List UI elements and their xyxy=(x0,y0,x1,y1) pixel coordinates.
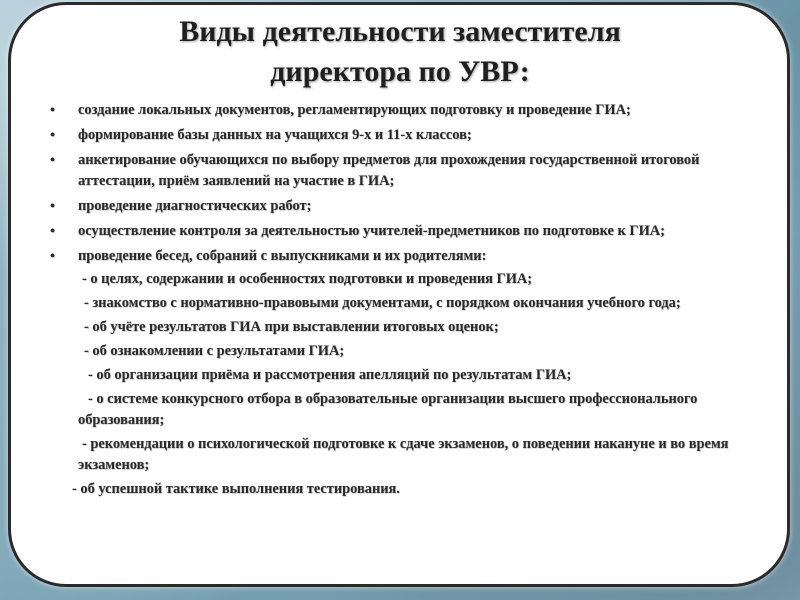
bullet-text: проведение диагностических работ; xyxy=(78,198,312,214)
bullet-item xyxy=(48,196,774,217)
sub-item-text: - об организации приёма и рассмотрения апелляций по результатам ГИА; xyxy=(88,367,572,383)
sub-item xyxy=(48,389,774,431)
bullet-text: создание локальных документов, регламентирующих подготовку и проведение ГИА; xyxy=(78,102,631,118)
slide-content xyxy=(48,100,774,503)
bullet-item xyxy=(48,100,774,121)
sub-item-text: - о системе конкурсного отбора в образовательные организации высшего профессионального образования; xyxy=(78,391,698,428)
sub-item-text: - о целях, содержании и особенностях подготовки и проведения ГИА; xyxy=(82,271,533,287)
sub-item-text: - рекомендации о психологической подготовке к сдаче экзаменов, о поведении накануне и во время экзаменов; xyxy=(78,436,729,473)
bullet-dot-icon: • xyxy=(50,103,55,118)
sub-item-text: - об учёте результатов ГИА при выставлении итоговых оценок; xyxy=(84,319,499,335)
bullet-list xyxy=(48,100,774,267)
bullet-item xyxy=(48,221,774,242)
sub-list xyxy=(48,269,774,500)
sub-item xyxy=(48,341,774,362)
bullet-item xyxy=(48,246,774,267)
sub-item-text: - знакомство с нормативно-правовыми документами, с порядком окончания учебного года; xyxy=(84,295,681,311)
bullet-item xyxy=(48,150,774,192)
slide-title-line-2: директора по УВР: xyxy=(270,55,530,88)
sub-item-text: - об ознакомлении с результатами ГИА; xyxy=(84,343,345,359)
sub-item xyxy=(48,317,774,338)
bullet-dot-icon: • xyxy=(50,153,55,168)
bullet-dot-icon: • xyxy=(50,249,55,264)
bullet-text: проведение бесед, собраний с выпускниками и их родителями: xyxy=(78,248,487,264)
sub-item-text: - об успешной тактике выполнения тестирования. xyxy=(72,481,400,497)
bullet-dot-icon: • xyxy=(50,128,55,143)
bullet-dot-icon: • xyxy=(50,199,55,214)
sub-item xyxy=(48,293,774,314)
bullet-text: осуществление контроля за деятельностью учителей-предметников по подготовке к ГИА; xyxy=(78,223,665,239)
bullet-dot-icon: • xyxy=(50,224,55,239)
sub-item xyxy=(48,269,774,290)
sub-item xyxy=(48,434,774,476)
bullet-text: анкетирование обучающихся по выбору предметов для прохождения государственной итоговой аттестации, приём заявлений на участие в ГИА; xyxy=(78,152,700,189)
sub-item xyxy=(48,479,774,500)
slide-title xyxy=(0,12,800,92)
bullet-text: формирование базы данных на учащихся 9-х и 11-х классов; xyxy=(78,127,472,143)
bullet-item xyxy=(48,125,774,146)
slide-title-line-1: Виды деятельности заместителя xyxy=(179,15,621,48)
sub-item xyxy=(48,365,774,386)
